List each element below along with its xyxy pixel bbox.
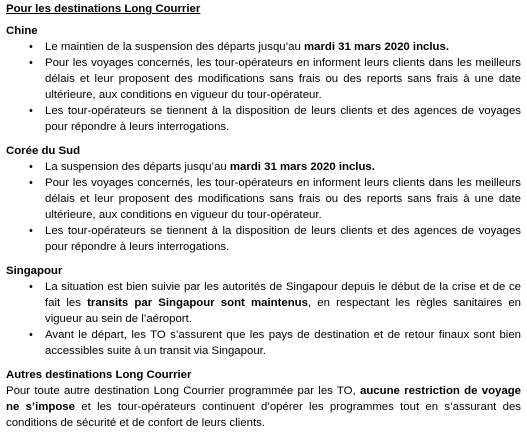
bullet-icon: • <box>29 161 33 173</box>
bullet-list-singapour <box>6 279 521 359</box>
bullet-list-coree <box>6 159 521 255</box>
document-title: Pour les destinations Long Courrier <box>6 3 201 15</box>
list-item: • La suspension des départs jusqu’au mardi 31 mars 2020 inclus. <box>29 161 375 173</box>
bullet-icon: • <box>29 177 33 189</box>
list-item: • Pour les voyages concernés, les tour-opérateurs en informent leurs clients dans les meilleurs délais et leur proposent des modifications sans frais ou des reports sans frais à une date ultérieure, aux conditions en vigueur du tour-opérateur. <box>29 57 521 101</box>
bullet-icon: • <box>29 105 33 117</box>
list-item: • La situation est bien suivie par les autorités de Singapour depuis le début de la crise et de ce fait les transits par Singapour sont maintenus, en respectant les règles sanitaires en vigueur au sein de l’aéroport. <box>29 281 521 325</box>
bullet-icon: • <box>29 329 33 341</box>
section-heading-autres: Autres destinations Long Courrier <box>6 369 192 381</box>
list-item: • Avant le départ, les TO s’assurent que les pays de destination et de retour finaux sont bien accessibles suite à un transit via Singapour. <box>29 329 521 357</box>
section-heading-coree-du-sud: Corée du Sud <box>6 145 81 157</box>
bullet-icon: • <box>29 225 33 237</box>
bullet-icon: • <box>29 57 33 69</box>
autres-paragraph: Pour toute autre destination Long Courrier programmée par les TO, aucune restriction de voyage ne s’impose et les tour-opérateurs continuent d’opérer les programmes tout en s’assurant des conditions de sécurité et de confort de leurs clients. <box>6 385 521 429</box>
list-item: • Les tour-opérateurs se tiennent à la disposition de leurs clients et des agences de voyages pour répondre à leurs interrogations. <box>29 225 521 253</box>
section-heading-singapour: Singapour <box>6 265 63 277</box>
section-heading-chine: Chine <box>6 25 38 37</box>
list-item: • Les tour-opérateurs se tiennent à la disposition de leurs clients et des agences de voyages pour répondre à leurs interrogations. <box>29 105 521 133</box>
bullet-list-chine <box>6 39 521 135</box>
list-item: • Pour les voyages concernés, les tour-opérateurs en informent leurs clients dans les meilleurs délais et leur proposent des modifications sans frais ou des reports sans frais à une date ultérieure, aux conditions en vigueur du tour-opérateur. <box>29 177 521 221</box>
bullet-icon: • <box>29 41 33 53</box>
list-item: • Le maintien de la suspension des départs jusqu’au mardi 31 mars 2020 inclus. <box>29 41 449 53</box>
bullet-icon: • <box>29 281 33 293</box>
